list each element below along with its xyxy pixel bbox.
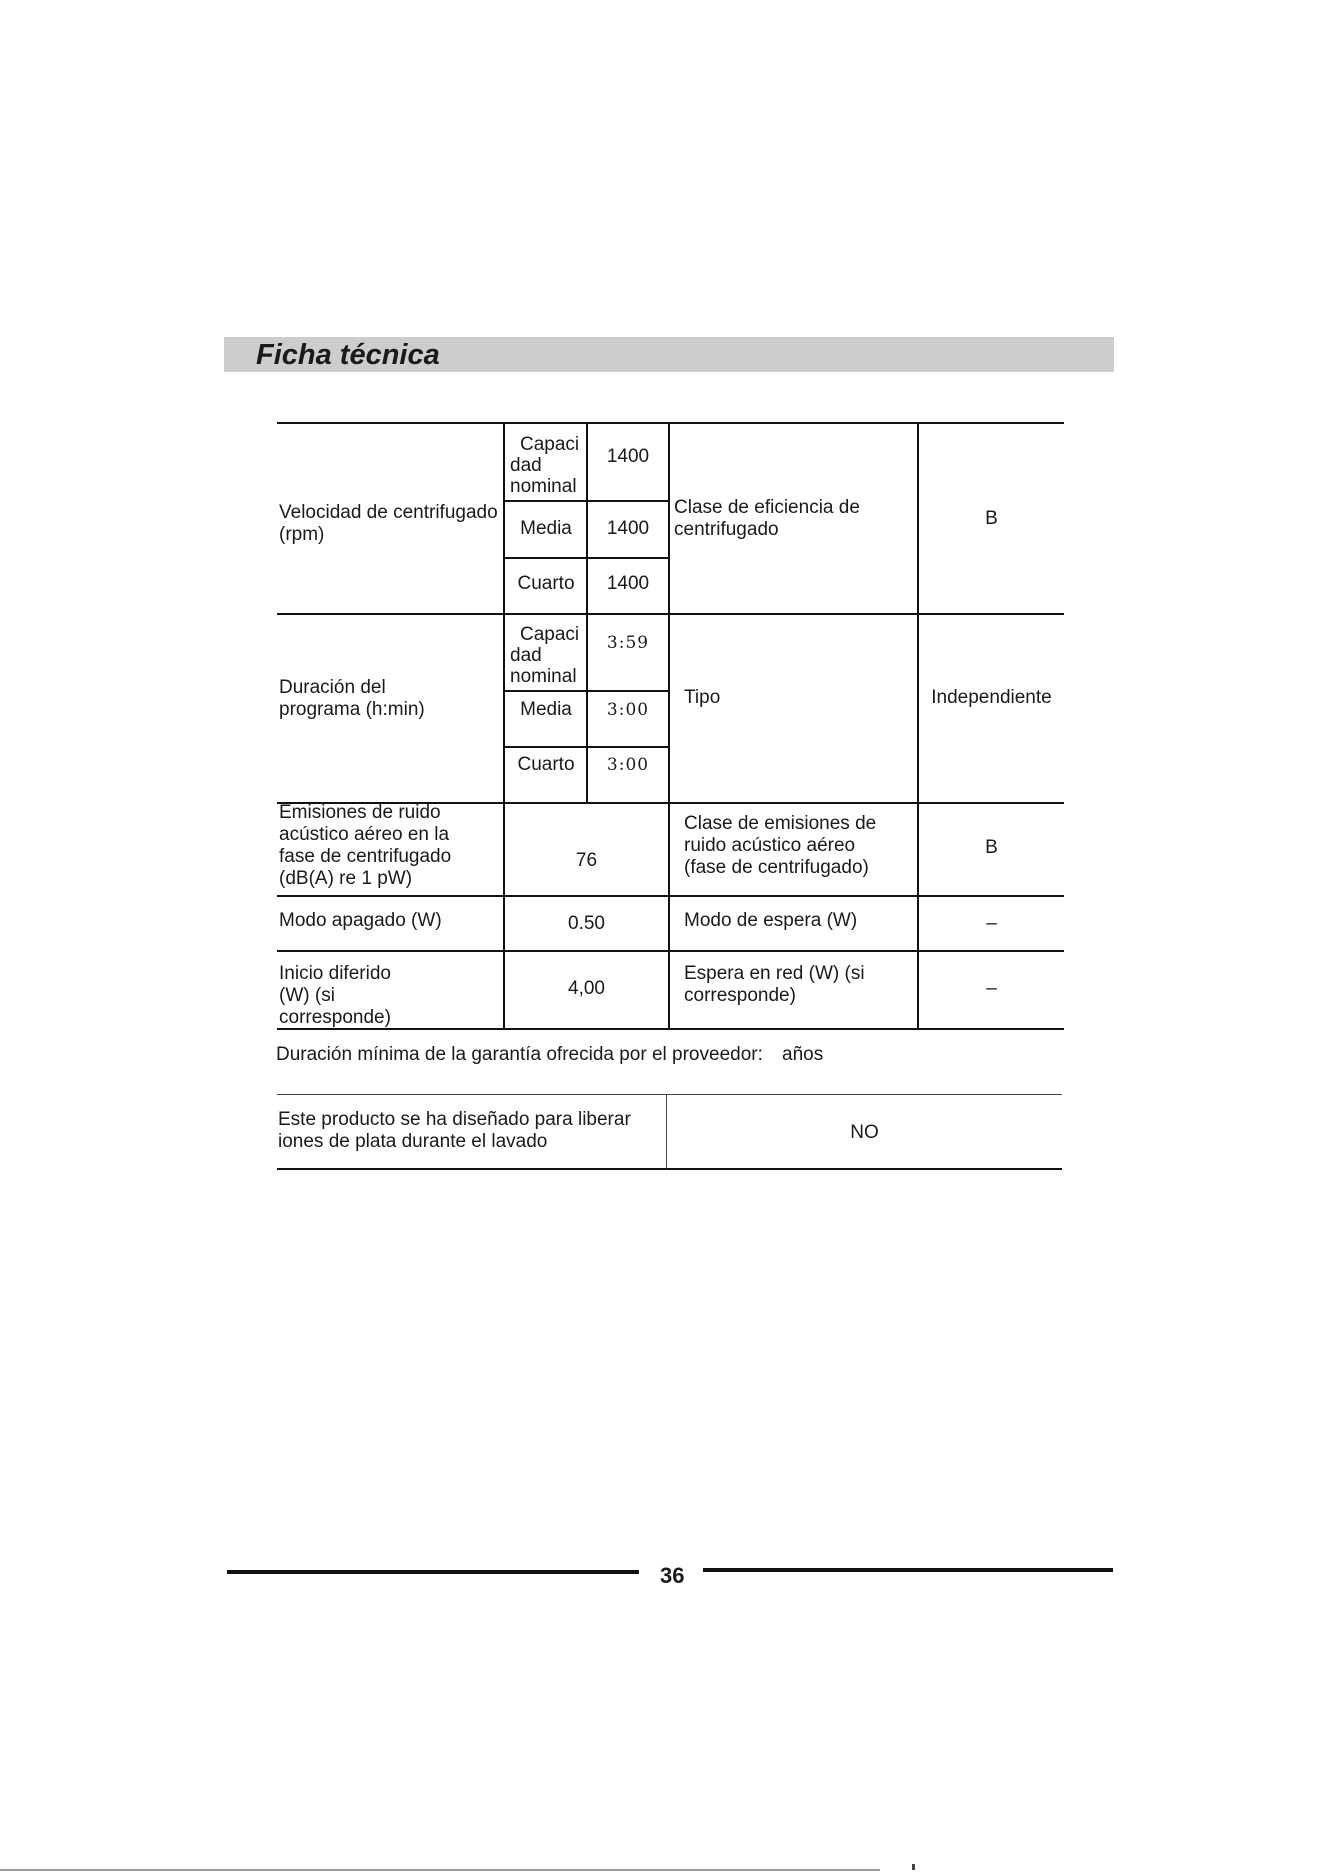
table-rule bbox=[277, 950, 1064, 952]
duration-sub-rated: Capaci dad nominal bbox=[510, 624, 580, 687]
table-rule bbox=[277, 895, 1064, 897]
spin-class-label: Clase de eficiencia de centrifugado bbox=[674, 497, 860, 540]
spin-value-rated: 1400 bbox=[606, 446, 650, 467]
section-header bbox=[224, 337, 1114, 372]
table-rule bbox=[503, 422, 505, 1030]
noise-label: Emisiones de ruido acústico aéreo en la fase de centrifugado (dB(A) re 1 pW) bbox=[279, 802, 452, 889]
duration-sub-half: Media bbox=[520, 699, 572, 720]
spin-value-half: 1400 bbox=[606, 518, 650, 539]
noise-value: 76 bbox=[575, 850, 598, 871]
footer-rule-left bbox=[227, 1570, 639, 1574]
duration-value-half: 3:00 bbox=[606, 700, 650, 720]
off-mode-value: 0.50 bbox=[568, 913, 605, 934]
spin-value-quarter: 1400 bbox=[606, 573, 650, 594]
type-value: Independiente bbox=[931, 687, 1052, 708]
duration-sub-quarter: Cuarto bbox=[517, 754, 575, 775]
spin-sub-quarter: Cuarto bbox=[517, 573, 575, 594]
silver-ions-label: Este producto se ha diseñado para liberar iones de plata durante el lavado bbox=[278, 1109, 631, 1152]
table-rule bbox=[586, 422, 588, 803]
page-number: 36 bbox=[660, 1563, 685, 1588]
standby-label: Modo de espera (W) bbox=[684, 910, 858, 931]
delay-start-label: Inicio diferido (W) (si corresponde) bbox=[279, 963, 391, 1028]
spin-sub-half: Media bbox=[520, 518, 572, 539]
warranty-unit: años bbox=[782, 1044, 824, 1065]
spin-sub-rated: Capaci dad nominal bbox=[510, 434, 580, 497]
off-mode-label: Modo apagado (W) bbox=[279, 910, 442, 931]
table-rule bbox=[668, 422, 670, 1030]
delay-start-value: 4,00 bbox=[568, 978, 605, 999]
scan-edge-mark bbox=[912, 1864, 915, 1870]
network-standby-label: Espera en red (W) (si corresponde) bbox=[684, 963, 865, 1006]
type-label: Tipo bbox=[684, 687, 721, 708]
table-rule bbox=[277, 1094, 1062, 1095]
table-rule bbox=[277, 422, 1064, 424]
table-rule bbox=[277, 1168, 1062, 1170]
noise-class-value: B bbox=[985, 837, 998, 858]
spin-speed-label: Velocidad de centrifugado (rpm) bbox=[279, 502, 498, 545]
spin-class-value: B bbox=[985, 508, 998, 529]
standby-value: – bbox=[986, 913, 997, 934]
duration-value-rated: 3:59 bbox=[606, 633, 650, 653]
silver-ions-value: NO bbox=[850, 1122, 879, 1143]
network-standby-value: – bbox=[986, 978, 997, 999]
scan-edge-line bbox=[0, 1869, 880, 1871]
footer-rule-right bbox=[703, 1568, 1113, 1572]
noise-class-label: Clase de emisiones de ruido acústico aéreo (fase de centrifugado) bbox=[684, 813, 877, 878]
duration-label: Duración del programa (h:min) bbox=[279, 677, 425, 720]
warranty-text: Duración mínima de la garantía ofrecida por el proveedor: bbox=[276, 1044, 763, 1065]
table-rule bbox=[277, 613, 1064, 615]
section-title: Ficha técnica bbox=[256, 339, 440, 371]
duration-value-quarter: 3:00 bbox=[606, 755, 650, 775]
